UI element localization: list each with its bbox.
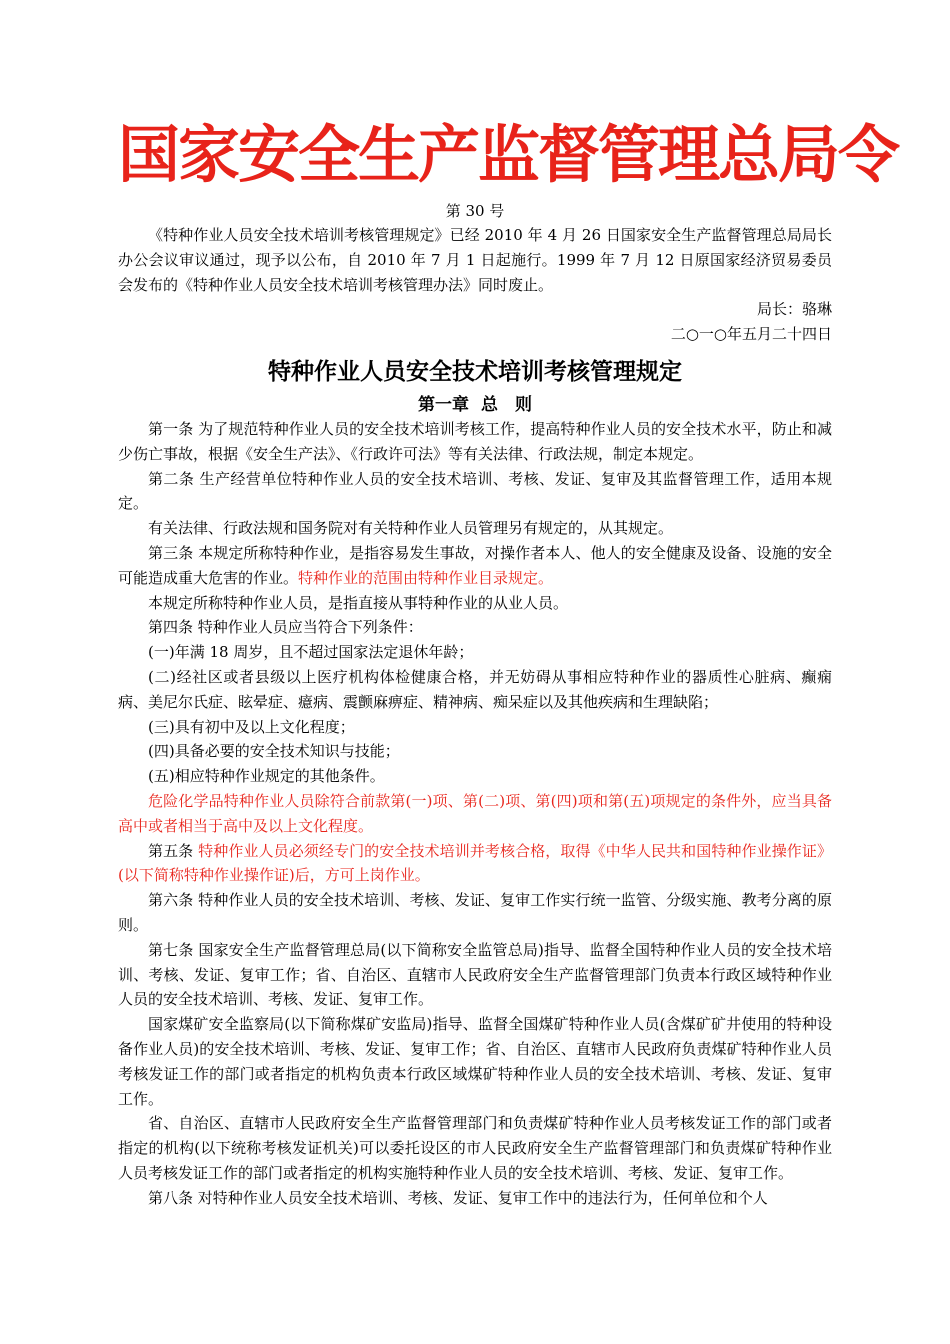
paragraph-text: 有关法律、行政法规和国务院对有关特种作业人员管理另有规定的，从其规定。	[148, 519, 674, 538]
paragraph-text: (一)年满 18 周岁，且不超过国家法定退休年龄；	[148, 643, 474, 662]
paragraph-text: 省、自治区、直辖市人民政府安全生产监督管理部门和负责煤矿特种作业人员考核发证工作的部门或者指定的机构(以下统称考核发证机关)可以委托设区的市人民政府安全生产监督管理部门和负责煤矿特种作业人员考核发证工作的部门或者指定的机构实施特种作业人员的安全技术培训、考核、发证、复审工作。	[118, 1114, 832, 1182]
paragraph-text: (二)经社区或者县级以上医疗机构体检健康合格，并无妨碍从事相应特种作业的器质性心脏病、癫痫病、美尼尔氏症、眩晕症、癔病、震颤麻痹症、精神病、痴呆症以及其他疾病和生理缺陷；	[118, 667, 832, 711]
document-title: 特种作业人员安全技术培训考核管理规定	[268, 358, 682, 385]
regulation-paragraph	[118, 739, 832, 764]
regulation-paragraph	[118, 467, 832, 517]
highlighted-text: 特种作业的范围由特种作业目录规定。	[298, 568, 554, 587]
highlighted-text: 危险化学品特种作业人员除符合前款第(一)项、第(二)项、第(四)项和第(五)项规定的条件外，应当具备高中或者相当于高中及以上文化程度。	[118, 791, 832, 835]
decree-signature: 局长：骆琳	[756, 300, 832, 319]
regulation-paragraph	[118, 715, 832, 740]
regulation-paragraph	[118, 839, 832, 889]
regulation-body	[118, 417, 832, 1211]
paragraph-text: 第三条 本规定所称特种作业，是指容易发生事故，对操作者本人、他人的安全健康及设备、设施的安全可能造成重大危害的作业。	[118, 543, 832, 587]
decree-text: 《特种作业人员安全技术培训考核管理规定》已经 2010 年 4 月 26 日国家安全生产监督管理总局局长办公会议审议通过，现予以公布，自 2010 年 7 月 1 日起施行。1999 年 7 月 12 日原国家经济贸易委员会发布的《特种作业人员安全技术培训考核管理办法》同时废止。	[118, 226, 832, 294]
regulation-paragraph	[118, 888, 832, 938]
paragraph-text: 本规定所称特种作业人员，是指直接从事特种作业的从业人员。	[148, 593, 569, 612]
paragraph-text: 第七条 国家安全生产监督管理总局(以下简称安全监管总局)指导、监督全国特种作业人员的安全技术培训、考核、发证、复审工作；省、自治区、直辖市人民政府安全生产监督管理部门负责本行政区域特种作业人员的安全技术培训、考核、发证、复审工作。	[118, 940, 832, 1009]
paragraph-text: (五)相应特种作业规定的其他条件。	[148, 767, 385, 786]
highlighted-text: 特种作业人员必须经专门的安全技术培训并考核合格，取得《中华人民共和国特种作业操作证》(以下简称特种作业操作证)后，方可上岗作业。	[118, 841, 832, 885]
regulation-paragraph	[118, 938, 832, 1012]
chapter-title: 第一章 总 则	[418, 394, 532, 415]
paragraph-text: 第一条 为了规范特种作业人员的安全技术培训考核工作，提高特种作业人员的安全技术水平，防止和减少伤亡事故，根据《安全生产法》、《行政许可法》等有关法律、行政法规，制定本规定。	[118, 419, 832, 463]
regulation-paragraph	[118, 1012, 832, 1111]
regulation-paragraph	[118, 665, 832, 715]
paragraph-text: 第八条 对特种作业人员安全技术培训、考核、发证、复审工作中的违法行为，任何单位和个人	[148, 1188, 768, 1207]
decree-header-title: 国家安全生产监督管理总局令	[118, 118, 899, 191]
paragraph-text: (四)具备必要的安全技术知识与技能；	[148, 742, 400, 761]
regulation-paragraph	[118, 591, 832, 616]
decree-number: 第 30 号	[445, 202, 505, 220]
paragraph-text: 第四条 特种作业人员应当符合下列条件：	[148, 618, 423, 637]
regulation-paragraph	[118, 789, 832, 839]
regulation-paragraph	[118, 615, 832, 640]
paragraph-text: 第六条 特种作业人员的安全技术培训、考核、发证、复审工作实行统一监管、分级实施、教考分离的原则。	[118, 891, 832, 934]
regulation-paragraph	[118, 1111, 832, 1185]
regulation-paragraph	[118, 417, 832, 467]
decree-date: 二○一○年五月二十四日	[670, 325, 832, 344]
paragraph-text: 国家煤矿安全监察局(以下简称煤矿安监局)指导、监督全国煤矿特种作业人员(含煤矿矿井使用的特种设备作业人员)的安全技术培训、考核、发证、复审工作；省、自治区、直辖市人民政府负责煤矿特种作业人员考核发证工作的部门或者指定的机构负责本行政区域煤矿特种作业人员的安全技术培训、考核、发证、复审工作。	[118, 1015, 832, 1108]
regulation-paragraph	[118, 1186, 832, 1211]
regulation-paragraph	[118, 541, 832, 591]
regulation-paragraph	[118, 516, 832, 541]
paragraph-text: (三)具有初中及以上文化程度；	[148, 717, 355, 736]
regulation-paragraph	[118, 764, 832, 789]
paragraph-text: 第二条 生产经营单位特种作业人员的安全技术培训、考核、发证、复审及其监督管理工作，适用本规定。	[118, 469, 832, 513]
regulation-paragraph	[118, 640, 832, 665]
paragraph-text: 第五条	[148, 841, 199, 860]
